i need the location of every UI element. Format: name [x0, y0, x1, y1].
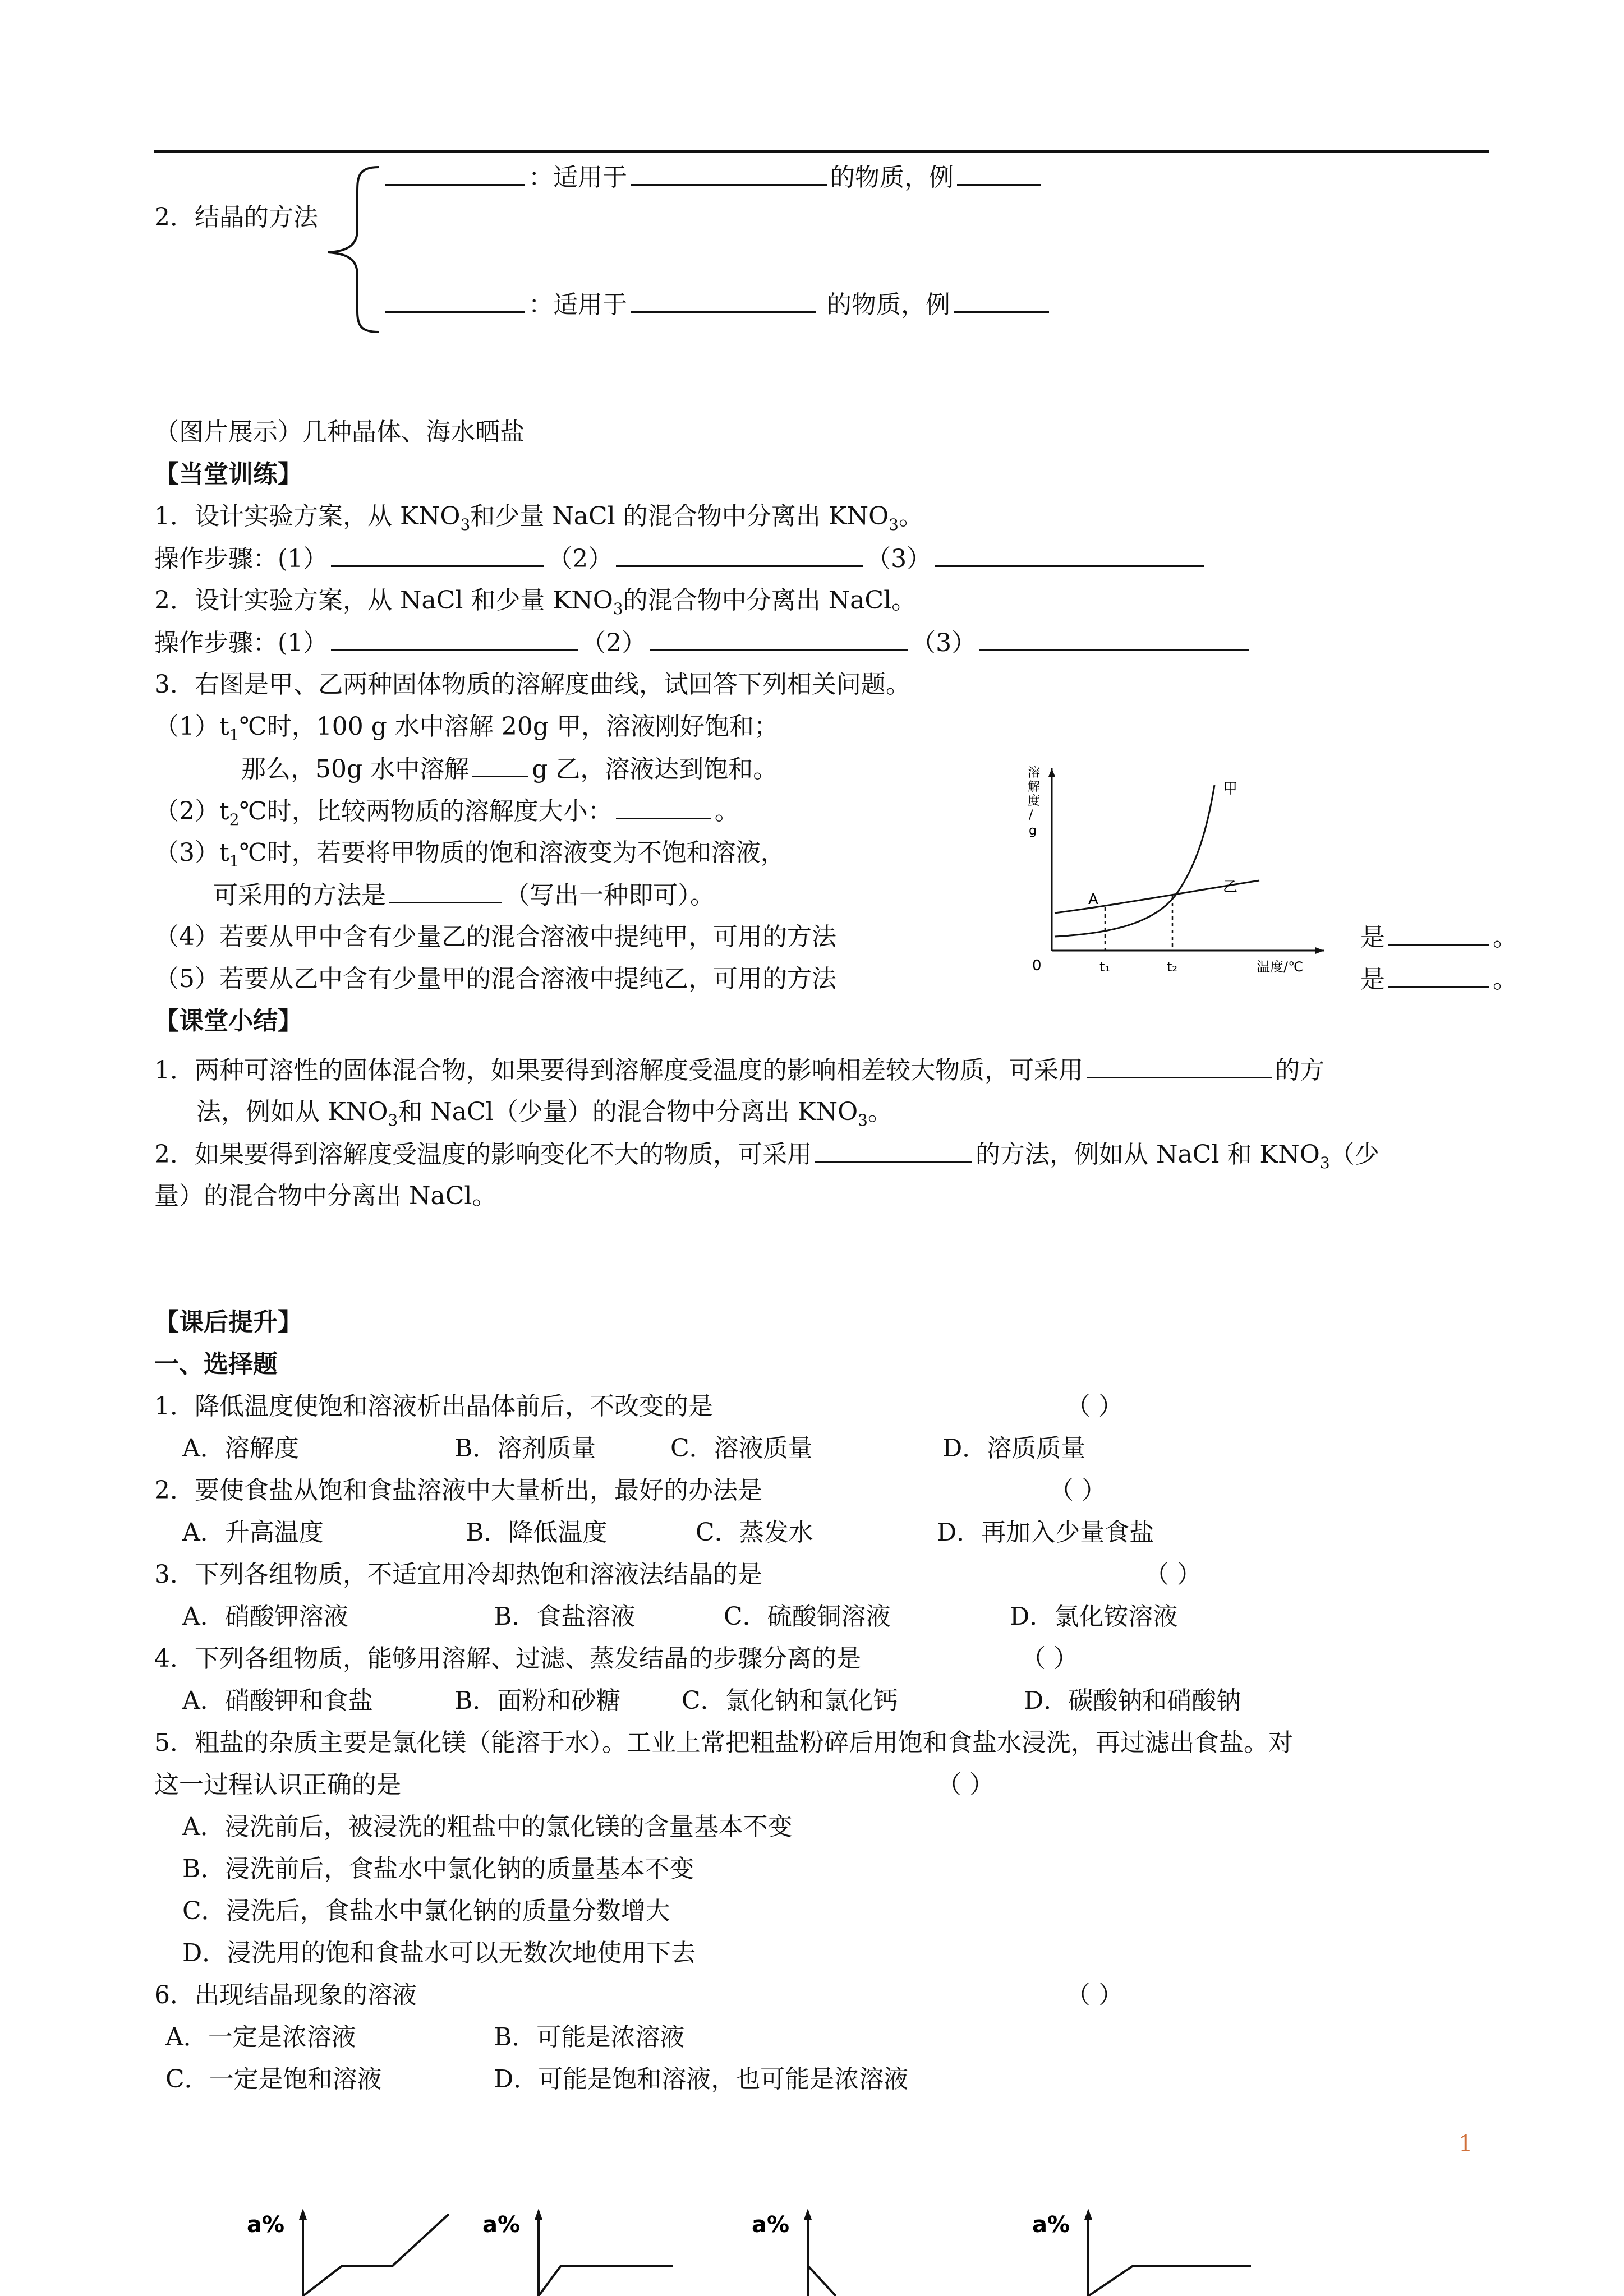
summary-l2: 法，例如从 $KNO_3$和 NaCl（少量）的混合物中分离出 $KNO_3$。 — [196, 1098, 892, 1129]
q2-opt-b[interactable]: B．降低温度 — [466, 1518, 608, 1547]
q5-opt-d[interactable]: D．浸洗用的饱和食盐水可以无数次地使用下去 — [182, 1939, 696, 1967]
origin-label: 0 — [1032, 957, 1042, 974]
q5-opt-c[interactable]: C．浸洗后，食盐水中氯化钠的质量分数增大 — [182, 1897, 670, 1925]
q6-opt-d[interactable]: D．可能是饱和溶液，也可能是浓溶液 — [494, 2065, 909, 2094]
method-1-blank[interactable] — [385, 162, 525, 186]
summary-l4: 量）的混合物中分离出 NaCl。 — [154, 1182, 497, 1210]
q5-stem-2: 这一过程认识正确的是 — [154, 1771, 401, 1799]
solubility-chart — [1021, 751, 1335, 993]
training-q1-steps: 操作步骤：(1） （2） （3） — [154, 543, 1207, 575]
ylabel-3: 度 — [1028, 794, 1041, 808]
q1-step2-blank[interactable] — [616, 543, 863, 567]
training-q3-p3b: 可采用的方法是 （写出一种即可）。 — [213, 879, 715, 911]
q2-opt-d[interactable]: D．再加入少量食盐 — [937, 1518, 1154, 1547]
q6-opt-b[interactable]: B．可能是浓溶液 — [494, 2023, 685, 2051]
t1-label: t₁ — [1099, 959, 1111, 975]
brace — [323, 163, 390, 336]
y-axis-arrow — [1048, 768, 1055, 777]
curve-jia — [1055, 785, 1214, 937]
summary-l1: 1．两种可溶性的固体混合物，如果要得到溶解度受温度的影响相差较大物质，可采用 的方 — [154, 1054, 1324, 1086]
q1-step1-blank[interactable] — [331, 543, 544, 567]
q6-stem: 6．出现结晶现象的溶液 — [154, 1981, 417, 2009]
q5-stem-1: 5．粗盐的杂质主要是氯化镁（能溶于水）。工业上常把粗盐粉碎后用饱和食盐水浸洗，再过滤出食盐。对 — [154, 1728, 1293, 1757]
training-q3-p4-tail: 是 。 — [1360, 921, 1517, 953]
q4-stem: 4．下列各组物质，能够用溶解、过滤、蒸发结晶的步骤分离的是 — [154, 1644, 861, 1673]
q6-opt-a[interactable]: A．一定是浓溶液 — [165, 2023, 356, 2051]
q1-step3-blank[interactable] — [935, 543, 1204, 567]
q4-opt-a[interactable]: A．硝酸钾和食盐 — [182, 1686, 373, 1715]
xlabel: 温度/℃ — [1257, 959, 1304, 975]
graph-a — [241, 2204, 466, 2296]
ylabel-5: g — [1029, 824, 1037, 838]
p1b-blank[interactable] — [472, 753, 528, 777]
method-row-1 — [381, 162, 1045, 193]
q2-paren[interactable]: （ ） — [1049, 1476, 1106, 1505]
picture-note: （图片展示）几种晶体、海水晒盐 — [154, 418, 525, 446]
method-1-text-b: 的物质，例 — [830, 163, 954, 192]
ylabel-2: 解 — [1028, 780, 1041, 794]
q4-opt-b[interactable]: B．面粉和砂糖 — [454, 1686, 621, 1715]
graph-c-label: a% — [752, 2212, 790, 2238]
jia-label: 甲 — [1223, 781, 1238, 797]
p5-blank[interactable] — [1388, 963, 1489, 988]
graph-b — [477, 2204, 690, 2296]
training-q3-p1a: $(1)t_1℃$时，100 g 水中溶解 20g 甲，溶液刚好饱和； — [154, 712, 779, 744]
method-1-blank-3[interactable] — [957, 162, 1041, 186]
q2-step3-blank[interactable] — [979, 627, 1249, 651]
q4-paren[interactable]: （ ） — [1021, 1644, 1078, 1673]
method-1-text-a: ：适用于 — [528, 163, 627, 192]
graph-a-label: a% — [247, 2212, 285, 2238]
method-2-blank[interactable] — [385, 289, 525, 313]
q2-stem: 2．要使食盐从饱和食盐溶液中大量析出，最好的办法是 — [154, 1476, 762, 1505]
t2-label: t₂ — [1167, 959, 1178, 975]
crystallization-label: 2．结晶的方法 — [154, 203, 318, 232]
method-row-2 — [381, 289, 1052, 321]
q2-step1-blank[interactable] — [331, 627, 578, 651]
graph-b-label: a% — [482, 2212, 521, 2238]
ylabel-1: 溶 — [1028, 766, 1041, 780]
p2-blank[interactable] — [616, 795, 711, 819]
training-q3-p5: （5）若要从乙中含有少量甲的混合溶液中提纯乙，可用的方法 — [154, 965, 836, 993]
q4-opt-d[interactable]: D．碳酸钠和硝酸钠 — [1024, 1686, 1241, 1715]
method-2-blank-2[interactable] — [631, 289, 816, 313]
q3-stem: 3．下列各组物质，不适宜用冷却热饱和溶液法结晶的是 — [154, 1560, 762, 1589]
p4-blank[interactable] — [1388, 921, 1489, 946]
graph-c — [746, 2204, 959, 2296]
q3-paren[interactable]: （ ） — [1144, 1560, 1202, 1589]
q1-opt-b[interactable]: B．溶剂质量 — [454, 1434, 596, 1463]
x-axis-arrow — [1315, 947, 1324, 954]
method-2-text-b: 的物质，例 — [819, 291, 950, 319]
training-q3-p4: （4）若要从甲中含有少量乙的混合溶液中提纯甲，可用的方法 — [154, 923, 836, 951]
q6-paren[interactable]: （ ） — [1066, 1981, 1123, 2009]
p3b-blank[interactable] — [389, 879, 502, 903]
method-2-blank-3[interactable] — [954, 289, 1049, 313]
q3-opt-b[interactable]: B．食盐溶液 — [494, 1602, 636, 1631]
training-title: 【当堂训练】 — [154, 460, 302, 488]
training-q3-p2: $(2)t_2℃$时，比较两物质的溶解度大小： 。 — [154, 795, 739, 836]
yi-label: 乙 — [1223, 879, 1238, 896]
after-title: 【课后提升】 — [154, 1308, 302, 1336]
ylabel-4: / — [1029, 808, 1033, 822]
graph-d-label: a% — [1032, 2212, 1070, 2238]
q3-opt-a[interactable]: A．硝酸钾溶液 — [182, 1602, 348, 1631]
training-q3-p3a: $(3)t_1℃$时，若要将甲物质的饱和溶液变为不饱和溶液， — [154, 838, 785, 870]
summary-blank-1[interactable] — [1087, 1054, 1272, 1078]
training-q3-p5-tail: 是 。 — [1360, 963, 1517, 995]
after-section: 一、选择题 — [154, 1350, 278, 1378]
q5-paren[interactable]: （ ） — [937, 1771, 994, 1799]
training-q1: 1．设计实验方案，从 $KNO_3$和少量 NaCl 的混合物中分离出 $KNO_3$。 — [154, 502, 923, 534]
q1-paren[interactable]: （ ） — [1066, 1392, 1123, 1421]
page-number: 1 — [1459, 2131, 1473, 2157]
q1-opt-d[interactable]: D．溶质质量 — [942, 1434, 1086, 1463]
q1-opt-a[interactable]: A．溶解度 — [182, 1434, 299, 1463]
point-a-label: A — [1088, 891, 1098, 908]
top-rule — [154, 150, 1489, 153]
training-q2: 2．设计实验方案，从 NaCl 和少量 $KNO_3$的混合物中分离出 NaCl。 — [154, 586, 917, 618]
q2-step2-blank[interactable] — [650, 627, 908, 651]
training-q3-p1b: 那么，50g 水中溶解 g 乙，溶液达到饱和。 — [241, 753, 778, 785]
training-q3: 3．右图是甲、乙两种固体物质的溶解度曲线，试回答下列相关问题。 — [154, 670, 910, 699]
graph-d — [1027, 2204, 1262, 2296]
summary-title: 【课堂小结】 — [154, 1007, 302, 1035]
q5-opt-b[interactable]: B．浸洗前后，食盐水中氯化钠的质量基本不变 — [182, 1855, 694, 1883]
training-q2-steps: 操作步骤：(1） （2） （3） — [154, 627, 1252, 659]
q1-opt-c[interactable]: C．溶液质量 — [670, 1434, 813, 1463]
method-2-text-a: ：适用于 — [528, 291, 627, 319]
q3-opt-c[interactable]: C．硫酸铜溶液 — [724, 1602, 891, 1631]
q5-opt-a[interactable]: A．浸洗前后，被浸洗的粗盐中的氯化镁的含量基本不变 — [182, 1813, 793, 1841]
q6-opt-c[interactable]: C．一定是饱和溶液 — [165, 2065, 382, 2094]
q3-opt-d[interactable]: D．氯化铵溶液 — [1010, 1602, 1178, 1631]
q2-opt-a[interactable]: A．升高温度 — [182, 1518, 324, 1547]
summary-l3: 2．如果要得到溶解度受温度的影响变化不大的物质，可采用 的方法，例如从 NaCl 和 $KNO_3$（少 — [154, 1138, 1379, 1179]
q4-opt-c[interactable]: C．氯化钠和氯化钙 — [682, 1686, 898, 1715]
method-1-blank-2[interactable] — [631, 162, 827, 186]
summary-blank-2[interactable] — [815, 1138, 972, 1163]
q1-stem: 1．降低温度使饱和溶液析出晶体前后，不改变的是 — [154, 1392, 713, 1421]
q2-opt-c[interactable]: C．蒸发水 — [696, 1518, 813, 1547]
